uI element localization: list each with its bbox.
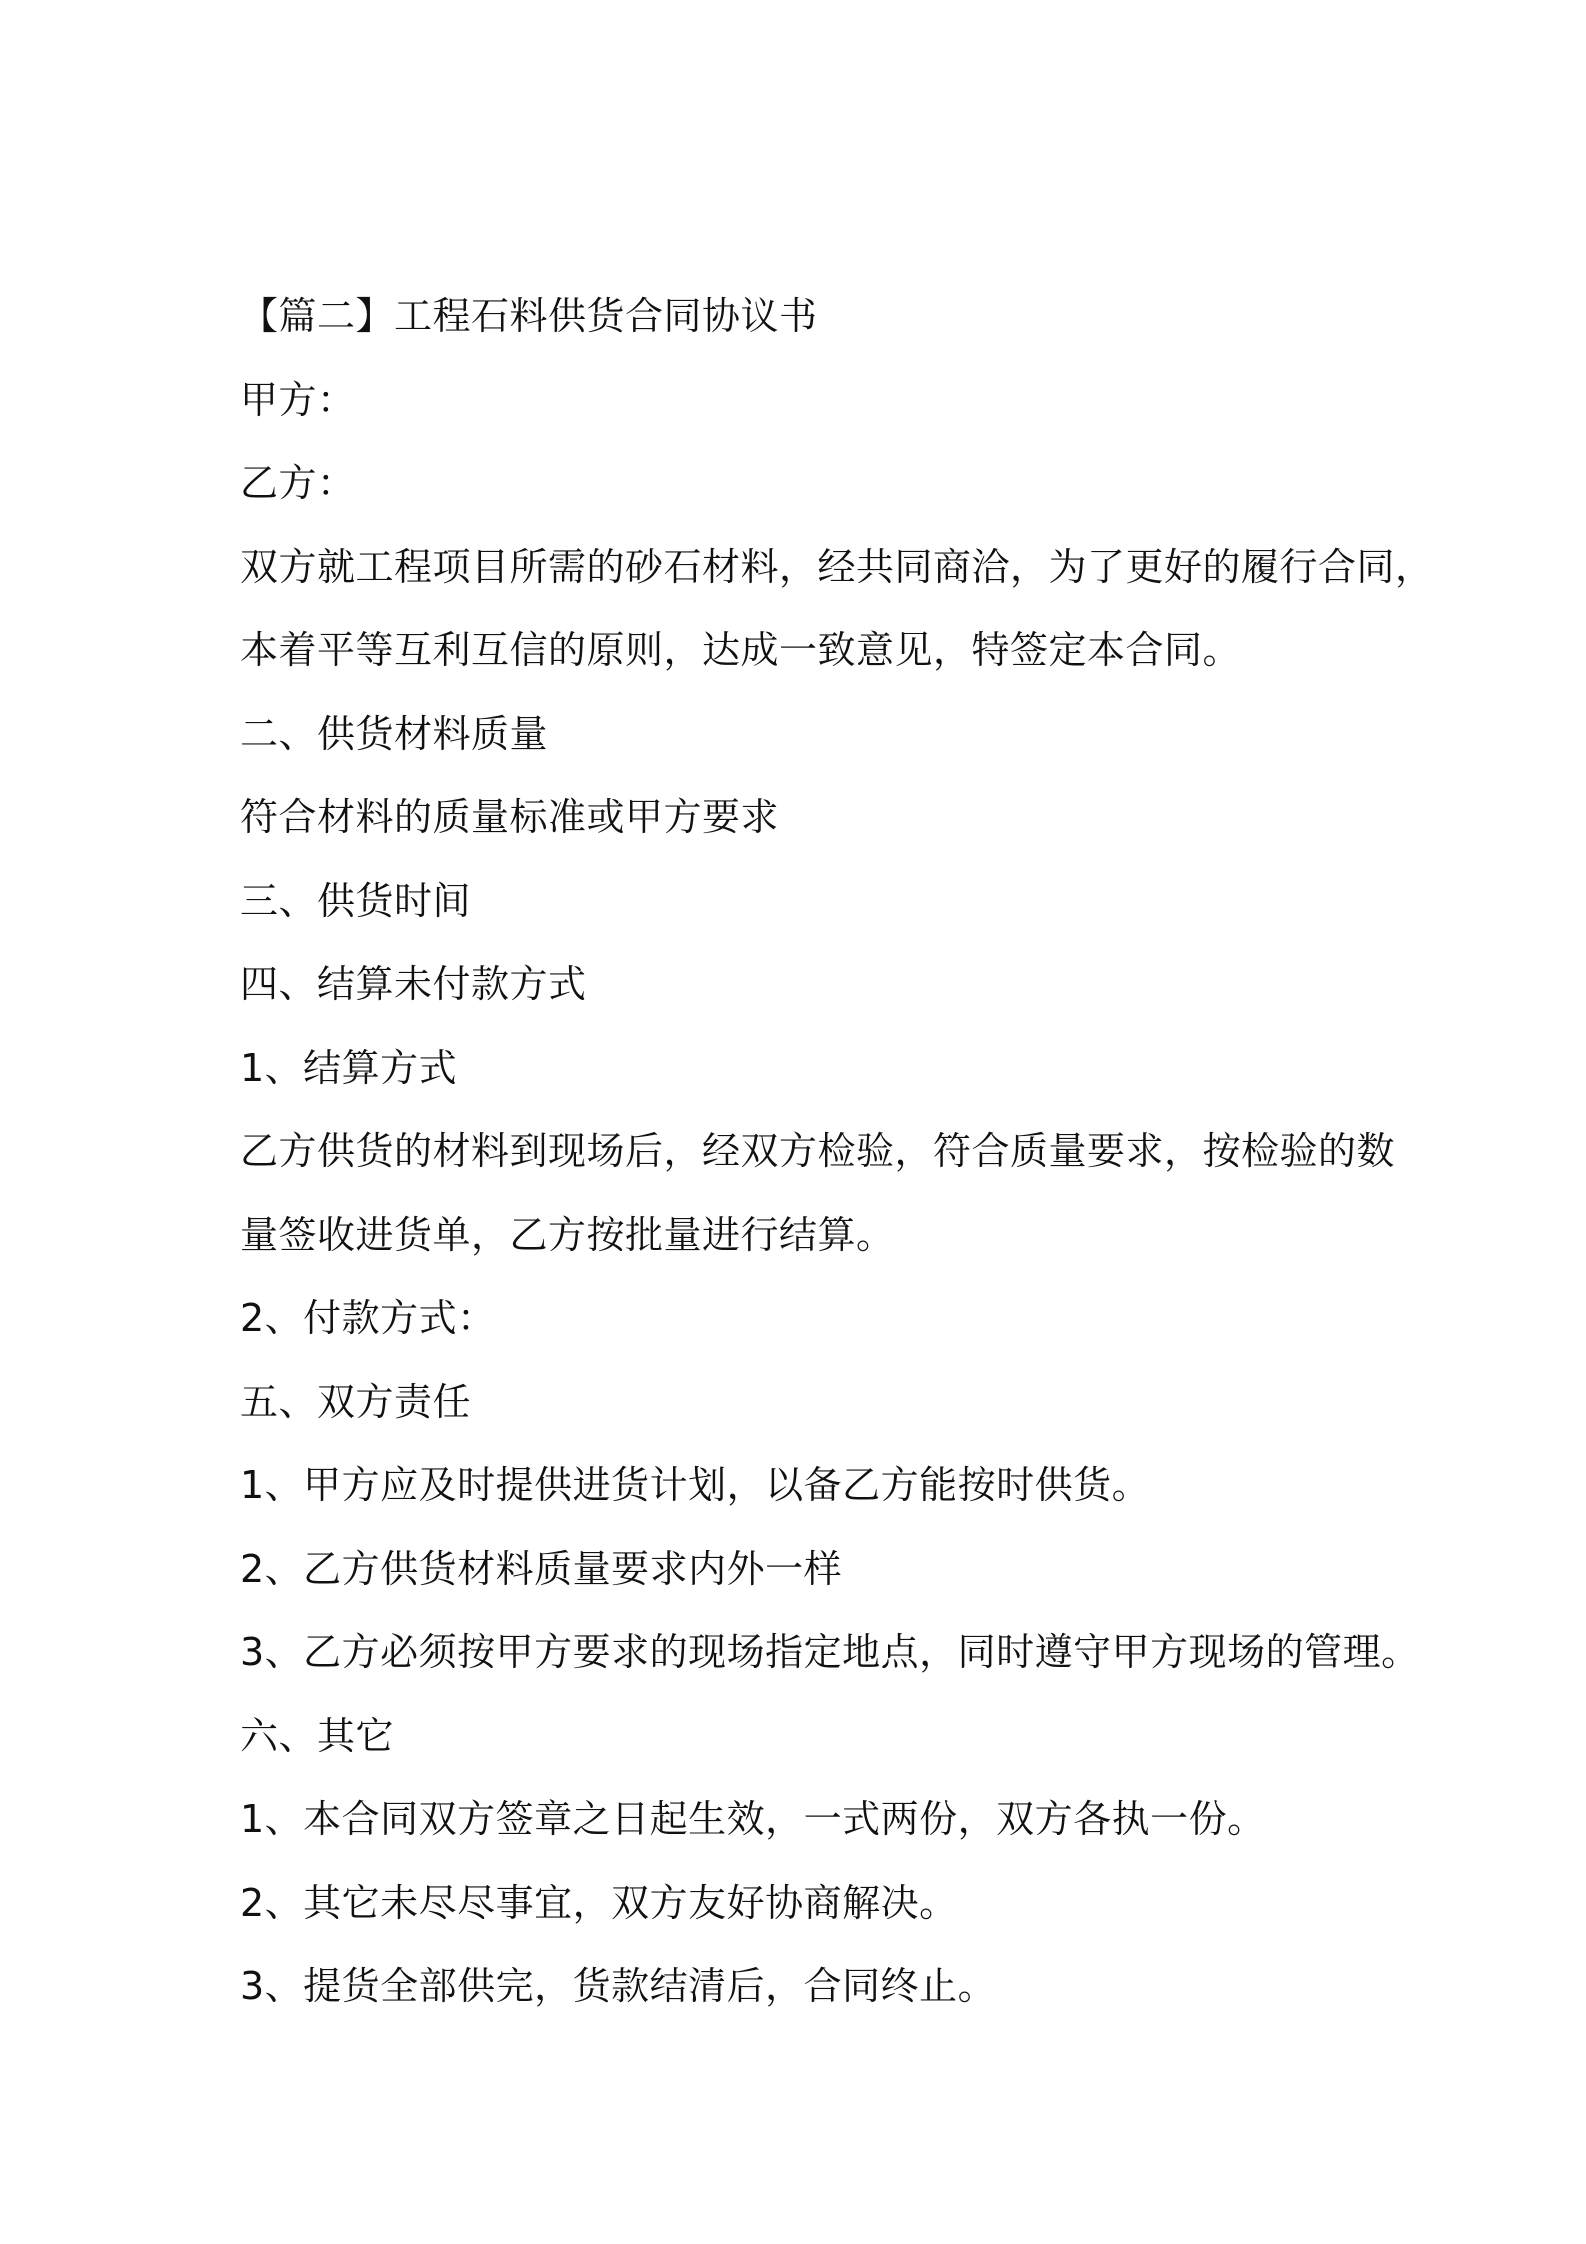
- party-b-line: 乙方：: [240, 461, 356, 505]
- section-heading-settlement: 四、结算未付款方式: [240, 962, 587, 1006]
- responsibility-item-3: 3、乙方必须按甲方要求的现场指定地点，同时遵守甲方现场的管理。: [240, 1630, 1420, 1674]
- subheading-payment-method: 2、付款方式：: [240, 1296, 496, 1340]
- section-heading-responsibilities: 五、双方责任: [240, 1379, 472, 1424]
- document-title: 【篇二】工程石料供货合同协议书: [240, 294, 818, 338]
- preamble-line-2: 本着平等互利互信的原则，达成一致意见，特签定本合同。: [240, 628, 1242, 672]
- other-item-2: 2、其它未尽尽事宜，双方友好协商解决。: [240, 1880, 958, 1925]
- other-item-3: 3、提货全部供完，货款结清后，合同终止。: [240, 1964, 997, 2008]
- settlement-text-line-1: 乙方供货的材料到现场后，经双方检验，符合质量要求，按检验的数: [240, 1129, 1396, 1173]
- section-heading-other: 六、其它: [240, 1713, 395, 1758]
- responsibility-item-2: 2、乙方供货材料质量要求内外一样: [240, 1546, 843, 1591]
- party-a-line: 甲方：: [240, 377, 356, 422]
- section-heading-quality: 二、供货材料质量: [240, 711, 549, 756]
- settlement-text-line-2: 量签收进货单，乙方按批量进行结算。: [240, 1212, 895, 1257]
- other-item-1: 1、本合同双方签章之日起生效，一式两份，双方各执一份。: [240, 1797, 1266, 1841]
- quality-text: 符合材料的质量标准或甲方要求: [240, 795, 780, 839]
- section-heading-delivery-time: 三、供货时间: [240, 878, 472, 923]
- preamble-line-1: 双方就工程项目所需的砂石材料，经共同商洽，为了更好的履行合同，: [240, 544, 1434, 589]
- document-body: [240, 275, 1434, 2029]
- subheading-settlement-method: 1、结算方式: [240, 1045, 458, 1090]
- responsibility-item-1: 1、甲方应及时提供进货计划，以备乙方能按时供货。: [240, 1463, 1151, 1507]
